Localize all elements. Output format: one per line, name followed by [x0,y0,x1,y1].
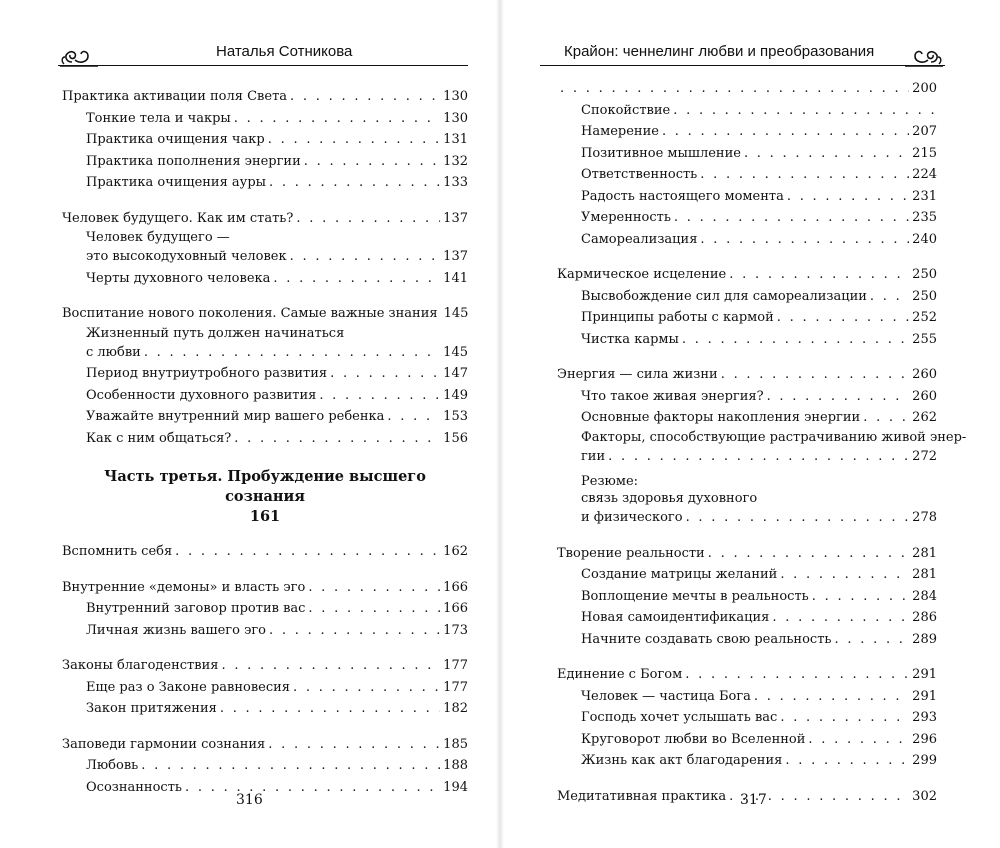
toc-entry [581,686,937,708]
flourish-ornament-icon [58,40,98,68]
toc-page-number: 130 [443,89,468,104]
toc-entry-line [581,629,937,651]
toc-entry-title: Высвобождение сил для самореализации [581,288,867,304]
dot-leader [269,620,440,642]
toc-entry [557,664,937,686]
toc-entry-title: Воплощение мечты в реальность [581,588,809,604]
toc-page-number: 302 [912,788,937,804]
dot-leader [767,386,910,408]
dot-leader [175,541,440,563]
dot-leader [682,329,909,351]
toc-entry-line [581,407,937,429]
toc-entry-title: Личная жизнь вашего эго [86,622,266,638]
toc-page-number: 173 [443,622,468,638]
toc-entry [581,607,937,629]
toc-page-number: 262 [912,410,937,425]
toc-page-number: 149 [443,387,468,403]
toc-entry-title-line: Человек будущего — [86,230,230,245]
toc-page-number: 153 [443,409,468,424]
toc-entry [557,364,937,386]
toc-entry-title-line: Жизненный путь должен начинаться [86,325,345,341]
toc-page-number: 250 [912,267,937,282]
toc-entry [581,307,937,329]
dot-leader [700,164,909,186]
toc-entry [86,755,468,777]
toc-entry [62,577,468,599]
toc-entry [557,543,937,565]
toc-entry-line [86,677,468,699]
toc-entry-title: Человек будущего. Как им стать? [62,210,294,226]
toc-entry [581,750,937,772]
dot-leader [293,677,440,699]
dot-leader [780,707,909,729]
toc-entry-line [557,264,937,286]
section-gap [557,772,937,786]
toc-entry-title: Закон притяжения [86,701,217,716]
toc-page-number: 240 [912,231,937,247]
part-heading [62,467,468,527]
toc-entry-title: Как с ним общаться? [86,430,232,446]
toc-entry [581,386,937,408]
dot-leader [870,286,909,308]
toc-entry [86,108,468,130]
toc-entry [581,286,937,308]
toc-entry [86,677,468,699]
section-gap [62,563,468,577]
toc-page-number: 291 [912,688,937,704]
toc-entry-line [86,620,468,642]
toc-entry [581,564,937,586]
toc-entry-title: Уважайте внутренний мир вашего ребенка [86,409,385,424]
toc-entry-line [581,229,937,251]
toc-entry-title: Позитивное мышление [581,145,741,161]
toc-entry-line [86,406,468,428]
toc-entry [581,707,937,729]
dot-leader [808,729,909,751]
toc-entry-title: Законы благоденствия [62,658,219,673]
toc-page-number: 255 [912,331,937,347]
toc-entry-title: Господь хочет услышать вас [581,710,778,725]
toc-page-number: 137 [443,210,468,226]
toc-page-number: 289 [912,631,937,647]
dot-leader [560,78,909,100]
running-head-right [540,36,945,66]
dot-leader [330,363,440,385]
toc-entry-line [581,207,937,229]
section-gap [557,650,937,664]
header-rule [540,65,945,66]
toc-page-number: 296 [912,731,937,747]
toc-page-number: 284 [912,588,937,604]
toc-entry [581,143,937,165]
dot-leader [708,543,909,565]
toc-page-number: 132 [443,153,468,169]
dot-leader [141,755,440,777]
dot-leader [308,598,440,620]
toc-entry [581,429,967,468]
toc-entry-line [86,755,468,777]
toc-entry [86,268,468,290]
toc-entry-line [581,607,937,629]
toc-entry-title: Создание матрицы желаний [581,567,778,582]
dot-leader [608,446,909,468]
toc-page-number: 145 [443,344,468,360]
toc-entry [581,473,937,529]
page-number: 316 [236,792,263,808]
toc-page-number: 235 [912,210,937,225]
toc-entry-title: Начните создавать свою реальность [581,631,832,647]
toc-entry-title: Тонкие тела и чакры [86,110,231,126]
right-page [500,0,1000,848]
section-gap [62,720,468,734]
toc-entry-line [581,164,937,186]
toc-page-number: 252 [912,310,937,325]
toc-entry-title: Внутренний заговор против вас [86,601,306,616]
toc-entry [581,186,937,208]
toc-entry-title-line: связь здоровья духовного [581,491,758,506]
dot-leader [754,686,909,708]
dot-leader [772,607,909,629]
toc-entry-title: Практика очищения ауры [86,175,266,190]
toc-entry [581,164,937,186]
toc-page-number: 137 [443,249,468,264]
toc-entry-title: Еще раз о Законе равновесия [86,679,290,695]
toc-entry [581,121,937,143]
dot-leader [185,777,440,799]
toc-entry [581,729,937,751]
toc-entry [86,229,468,268]
toc-entry-title: Человек — частица Бога [581,688,751,704]
toc-entry-title: Жизнь как акт благодарения [581,753,783,768]
toc-entry [581,407,937,429]
toc-entry [62,86,468,108]
toc-entry-title: с любви [86,344,141,360]
dot-leader [290,86,440,108]
toc-entry-line [581,100,937,122]
section-gap [557,529,937,543]
toc-page-number: 156 [443,430,468,446]
dot-leader [777,307,909,329]
toc-entry [581,586,937,608]
toc-entry-title: Творение реальности [557,545,705,561]
toc-entry-title: Кармическое исцеление [557,267,727,282]
toc-entry-title: Спокойствие [581,102,671,118]
toc-entry-title-line: Резюме: [581,474,639,489]
toc-entry-line [581,143,937,165]
toc-entry-title: Особенности духовного развития [86,387,317,403]
toc-entry-line [62,577,468,599]
dot-leader [685,664,909,686]
dot-leader [700,229,909,251]
toc-entry-title: Вспомнить себя [62,544,173,559]
section-gap [557,250,937,264]
toc-page-number: 281 [912,567,937,582]
toc-entry-line [581,707,937,729]
toc-page-number: 281 [912,545,937,561]
dot-leader [744,143,909,165]
toc-entry-title: Любовь [86,758,139,773]
toc-page-number: 147 [443,366,468,381]
toc-entry [86,428,468,450]
toc-entry [86,129,468,151]
part-heading-title: Часть третья. Пробуждение высшего сознания [104,468,426,505]
toc-entry-line [62,734,468,756]
toc-entry [581,207,937,229]
table-of-contents-right [557,78,967,807]
dot-leader [729,264,909,286]
toc-entry-line [62,303,468,325]
toc-entry-line [86,342,468,364]
dot-leader [812,586,909,608]
toc-entry-title: Круговорот любви во Вселенной [581,731,806,747]
toc-entry-title-line: Факторы, способствующие растрачиванию живой энер- [581,429,967,445]
toc-entry-line [581,329,937,351]
toc-entry-title: Чистка кармы [581,331,679,347]
toc-entry [86,777,468,799]
dot-leader [785,750,909,772]
flourish-ornament-icon [905,40,945,68]
toc-entry-line [581,386,937,408]
toc-page-number: 231 [912,188,937,204]
dot-leader [721,364,909,386]
toc-page-number: 145 [443,306,469,321]
section-gap [62,641,468,655]
toc-page-number: 185 [443,736,468,752]
dot-leader [673,100,934,122]
toc-entry [62,303,468,325]
toc-entry-line [86,268,468,290]
dot-leader [290,246,441,268]
toc-page-number: 177 [443,658,468,673]
toc-entry [86,151,468,173]
toc-entry-line [86,363,468,385]
toc-entry [86,620,468,642]
toc-entry [86,385,468,407]
toc-entry [581,229,937,251]
running-head-title: Крайон: ченнелинг любви и преобразования [564,43,875,60]
toc-entry [86,698,468,720]
toc-entry-line [581,729,937,751]
toc-page-number: 272 [912,448,937,464]
toc-entry-title: Практика активации поля Света [62,89,288,104]
toc-page-number: 166 [443,601,468,616]
toc-entry-line [581,564,937,586]
dot-leader [296,208,440,230]
section-gap [62,194,468,208]
toc-page-number: 182 [443,701,468,716]
toc-entry-line [86,129,468,151]
toc-entry-line [86,108,468,130]
toc-entry-line [62,86,468,108]
toc-entry [86,172,468,194]
toc-entry-title: Осознанность [86,779,182,795]
toc-entry-line [62,541,468,563]
toc-entry-line [62,655,468,677]
table-of-contents-left [62,86,468,798]
dot-leader [144,342,440,364]
toc-entry [62,208,468,230]
toc-entry-title: Медитативная практика [557,788,727,804]
toc-page-number: 299 [912,753,937,768]
toc-entry-line [557,664,937,686]
toc-entry-line [581,307,937,329]
toc-entry [86,325,468,364]
dot-leader [674,207,909,229]
toc-entry-line [557,78,937,100]
toc-page-number: 207 [912,124,937,139]
toc-page-number: 141 [443,270,468,286]
toc-entry-line [86,151,468,173]
toc-entry-line [62,208,468,230]
toc-entry-line [557,543,937,565]
toc-entry [581,629,937,651]
dot-leader [221,655,440,677]
toc-page-number: 293 [912,710,937,725]
toc-entry-title: Основные факторы накопления энергии [581,410,861,425]
running-head-left [58,36,468,66]
toc-entry-line [581,507,937,529]
toc-entry-title: Практика очищения чакр [86,132,265,147]
toc-entry [62,734,468,756]
toc-entry-line [86,172,468,194]
dot-leader [268,129,440,151]
toc-entry-title: это высокодуховный человек [86,249,287,264]
dot-leader [220,698,440,720]
toc-entry [62,541,468,563]
dot-leader [304,151,440,173]
toc-page-number: 188 [443,758,468,773]
dot-leader [662,121,909,143]
toc-page-number: 250 [912,288,937,304]
section-gap [62,289,468,303]
toc-entry-line [581,286,937,308]
toc-entry-line [86,246,468,268]
toc-entry-title: гии [581,448,606,464]
toc-entry-line [581,186,937,208]
toc-entry-line [581,750,937,772]
toc-page-number: 166 [443,579,468,595]
dot-leader [787,186,909,208]
dot-leader [234,428,440,450]
toc-entry [557,78,937,100]
toc-entry-title: Самореализация [581,231,698,247]
toc-entry-title: Радость настоящего момента [581,188,784,204]
toc-entry [86,363,468,385]
toc-entry-line [86,385,468,407]
toc-entry-title: Черты духовного человека [86,270,271,286]
toc-page-number: 194 [443,779,468,795]
dot-leader [269,172,440,194]
toc-page-number: 200 [912,81,937,96]
header-rule [58,65,468,66]
toc-page-number: 177 [443,679,468,695]
toc-entry-title: и физического [581,510,683,525]
running-head-title: Наталья Сотникова [216,43,353,60]
toc-page-number: 291 [912,667,937,682]
toc-page-number: 215 [912,145,937,161]
dot-leader [863,407,909,429]
toc-page-number: 133 [443,175,468,190]
toc-entry [581,100,937,122]
toc-page-number: 162 [443,544,468,559]
dot-leader [308,577,440,599]
toc-entry-title: Намерение [581,124,659,139]
dot-leader [686,507,910,529]
toc-entry-title: Единение с Богом [557,667,683,682]
toc-entry-line [581,586,937,608]
dot-leader [273,268,440,290]
dot-leader [268,734,440,756]
toc-entry [86,598,468,620]
toc-entry-title: Воспитание нового поколения. Самые важные знания [62,306,438,321]
toc-entry-title: Умеренность [581,210,671,225]
toc-entry-title: Ответственность [581,167,698,182]
toc-entry-line [86,698,468,720]
part-heading-page: 161 [249,508,281,525]
toc-entry-title: Что такое живая энергия? [581,388,764,404]
toc-page-number: 224 [912,167,937,182]
toc-entry-line [557,364,937,386]
toc-page-number: 278 [912,510,937,525]
dot-leader [834,629,909,651]
toc-page-number: 260 [912,388,937,404]
dot-leader [234,108,440,130]
toc-entry-title: Принципы работы с кармой [581,310,774,325]
section-gap [557,350,937,364]
toc-page-number: 130 [443,110,468,126]
toc-entry-line [581,446,937,468]
dot-leader [319,385,440,407]
toc-entry-title: Внутренние «демоны» и власть эго [62,579,306,595]
toc-entry-title: Практика пополнения энергии [86,153,301,169]
toc-entry-title: Энергия — сила жизни [557,367,718,382]
toc-entry-title: Период внутриутробного развития [86,366,328,381]
toc-entry-line [86,428,468,450]
toc-entry-title: Заповеди гармонии сознания [62,736,266,752]
toc-entry [62,655,468,677]
toc-page-number: 260 [912,367,937,382]
toc-entry-title: Новая самоидентификация [581,610,770,625]
page-number: 317 [740,792,767,808]
toc-entry-line [581,121,937,143]
toc-entry-line [86,777,468,799]
toc-entry [86,406,468,428]
toc-page-number: 131 [443,132,468,147]
toc-entry-line [581,686,937,708]
toc-page-number: 286 [912,610,937,625]
toc-entry [581,329,937,351]
toc-entry [557,264,937,286]
toc-entry-line [86,598,468,620]
dot-leader [387,406,440,428]
dot-leader [780,564,909,586]
